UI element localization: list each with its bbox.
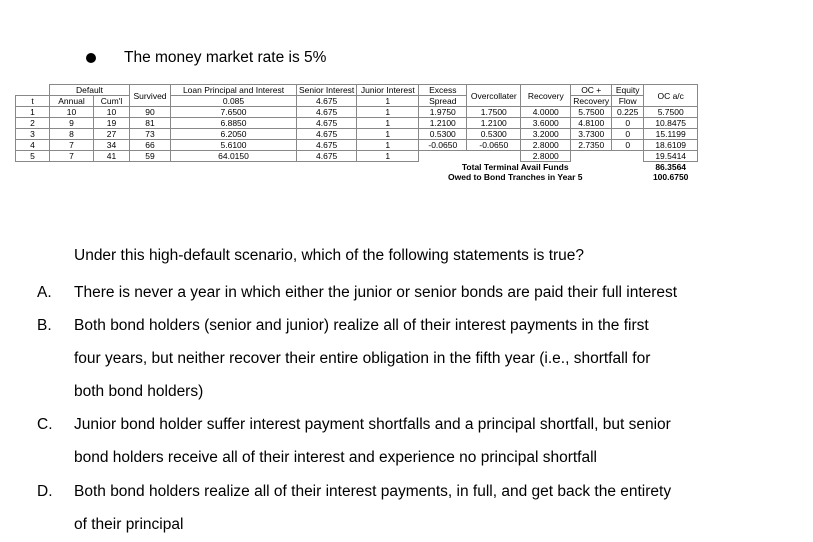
owed-label: Owed to Bond Tranches in Year 5 [448,172,583,182]
table-row [16,140,698,151]
option-letter: B. [37,317,52,334]
table-cell [467,151,521,162]
header-cuml: Cum'l [94,96,130,107]
option-line: Junior bond holder suffer interest payment shortfalls and a principal shortfall, but senior [74,416,671,433]
table-cell: 1 [357,140,419,151]
table-cell: 3.7300 [571,129,612,140]
header-loan-rate: 0.085 [171,96,297,107]
table-cell: 34 [94,140,130,151]
table-cell: 4 [16,140,50,151]
table-cell: 6.8850 [171,118,297,129]
option-line: both bond holders) [74,383,204,400]
option-letter: C. [37,416,53,433]
table-cell: 81 [130,118,171,129]
table-cell: 4.675 [297,140,357,151]
table-cell [571,151,612,162]
header-loan: Loan Principal and Interest [171,85,297,96]
table-cell: 2.8000 [521,151,571,162]
table-cell: 64.0150 [171,151,297,162]
table-cell: 0 [612,118,644,129]
table-cell: -0.0650 [467,140,521,151]
table-cell: 10 [94,107,130,118]
header-t: t [16,96,50,107]
option-letter: A. [37,284,52,301]
table-cell: 3 [16,129,50,140]
header-recovery: Recovery [521,85,571,107]
total-label: Total Terminal Avail Funds [461,162,569,172]
table-cell: 1.7500 [467,107,521,118]
header-senior: Senior Interest [297,85,357,96]
table-cell: 4.675 [297,151,357,162]
option-line: Both bond holders (senior and junior) realize all of their interest payments in the first [74,317,649,334]
bullet-line [86,49,326,67]
header-excess: Excess [419,85,467,96]
table-cell: 0.225 [612,107,644,118]
header-junior-rate: 1 [357,96,419,107]
table-cell: 3.6000 [521,118,571,129]
header-equity: Equity [612,85,644,96]
table-cell: 59 [130,151,171,162]
table-cell: 3.2000 [521,129,571,140]
table-cell: 6.2050 [171,129,297,140]
table-cell: 7 [50,140,94,151]
header-oc-ac: OC a/c [644,85,698,107]
table-cell: 7 [50,151,94,162]
bullet-text: The money market rate is 5% [124,49,327,66]
table-cell: 7.6500 [171,107,297,118]
header-oc-recovery: Recovery [571,96,612,107]
table-cell: 1.9750 [419,107,467,118]
owed-row [16,172,698,182]
question-text: Under this high-default scenario, which of the following statements is true? [74,247,585,264]
header-junior: Junior Interest [357,85,419,96]
table-cell: 10.8475 [644,118,698,129]
table-cell: 2.8000 [521,140,571,151]
table-cell: 1 [16,107,50,118]
cdo-table [15,84,698,182]
table-cell: 41 [94,151,130,162]
owed-value: 100.6750 [652,172,689,182]
table-cell: 1 [357,129,419,140]
option-line: bond holders receive all of their interest and experience no principal shortfall [74,449,597,466]
option-line: There is never a year in which either the junior or senior bonds are paid their full interest [74,284,678,301]
table-cell: 9 [50,118,94,129]
header-flow: Flow [612,96,644,107]
table-cell: 1 [357,151,419,162]
table-cell: 1 [357,118,419,129]
table-cell: 1 [357,107,419,118]
header-annual: Annual [50,96,94,107]
header-spread: Spread [419,96,467,107]
header-senior-rate: 4.675 [297,96,357,107]
table-cell: 0 [612,129,644,140]
table-row [16,151,698,162]
table-row [16,118,698,129]
table-cell: 1.2100 [419,118,467,129]
header-overcollater: Overcollater [467,85,521,107]
table-cell: 5.6100 [171,140,297,151]
header-oc-plus: OC + [571,85,612,96]
table-cell: 0.5300 [419,129,467,140]
option-letter: D. [37,483,53,500]
table-cell: 4.675 [297,129,357,140]
table-cell: 5.7500 [571,107,612,118]
table-cell: 4.0000 [521,107,571,118]
table-cell: 4.675 [297,107,357,118]
table-cell: 2 [16,118,50,129]
table-cell: 0 [612,140,644,151]
table-cell: 18.6109 [644,140,698,151]
table-cell: 15.1199 [644,129,698,140]
option-line: Both bond holders realize all of their interest payments, in full, and get back the entirety [74,483,672,500]
table-row [16,107,698,118]
table-cell: 5 [16,151,50,162]
table-cell: -0.0650 [419,140,467,151]
table-cell: 0.5300 [467,129,521,140]
table-cell: 8 [50,129,94,140]
total-value: 86.3564 [655,162,687,172]
table-cell: 73 [130,129,171,140]
table-header-row-2 [16,96,698,107]
table-cell [612,151,644,162]
option-line: four years, but neither recover their entire obligation in the fifth year (i.e., shortfall for [74,350,651,367]
table-cell: 5.7500 [644,107,698,118]
table-row [16,129,698,140]
table-cell: 66 [130,140,171,151]
bullet-dot-icon [86,53,96,63]
table-cell [419,151,467,162]
header-survived: Survived [130,85,171,107]
table-cell: 19.5414 [644,151,698,162]
total-row [16,162,698,173]
table-cell: 4.675 [297,118,357,129]
table-cell: 10 [50,107,94,118]
header-default: Default [50,85,130,96]
table-cell: 27 [94,129,130,140]
table-header-row-1 [16,85,698,96]
table-cell: 90 [130,107,171,118]
option-line: of their principal [74,516,184,533]
table-cell: 2.7350 [571,140,612,151]
table-cell: 4.8100 [571,118,612,129]
table-cell: 1.2100 [467,118,521,129]
table-cell: 19 [94,118,130,129]
